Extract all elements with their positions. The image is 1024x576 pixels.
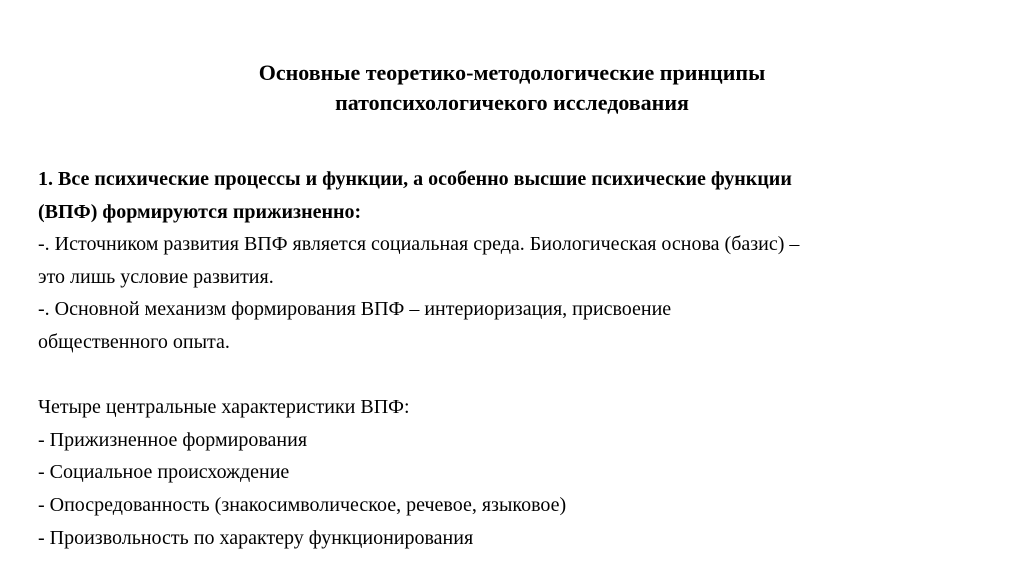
characteristics-item-1: - Прижизненное формирования bbox=[38, 428, 308, 451]
blank-line bbox=[38, 359, 998, 392]
slide-title-line-2: патопсихологичекого исследования bbox=[335, 90, 689, 115]
principle-point-2-line-2: общественного опыта. bbox=[38, 330, 230, 353]
slide-title-line-1: Основные теоретико-методологические принципы bbox=[258, 60, 766, 85]
slide-body bbox=[38, 163, 998, 554]
principle-point-2-line-1: -. Основной механизм формирования ВПФ – интериоризация, присвоение bbox=[38, 298, 672, 321]
slide-title bbox=[0, 58, 1024, 118]
principle-heading-line-1: 1. Все психические процессы и функции, а особенно высшие психические функции bbox=[38, 168, 792, 190]
characteristics-item-4: - Произвольность по характеру функционирования bbox=[38, 526, 474, 549]
characteristics-heading: Четыре центральные характеристики ВПФ: bbox=[38, 396, 410, 419]
principle-point-1-line-2: это лишь условие развития. bbox=[38, 265, 274, 288]
characteristics-item-3: - Опосредованность (знакосимволическое, речевое, языковое) bbox=[38, 493, 567, 516]
principle-heading-line-2: (ВПФ) формируются прижизненно: bbox=[38, 200, 362, 223]
principle-point-1-line-1: -. Источником развития ВПФ является социальная среда. Биологическая основа (базис) – bbox=[38, 233, 800, 256]
characteristics-item-2: - Социальное происхождение bbox=[38, 461, 290, 484]
